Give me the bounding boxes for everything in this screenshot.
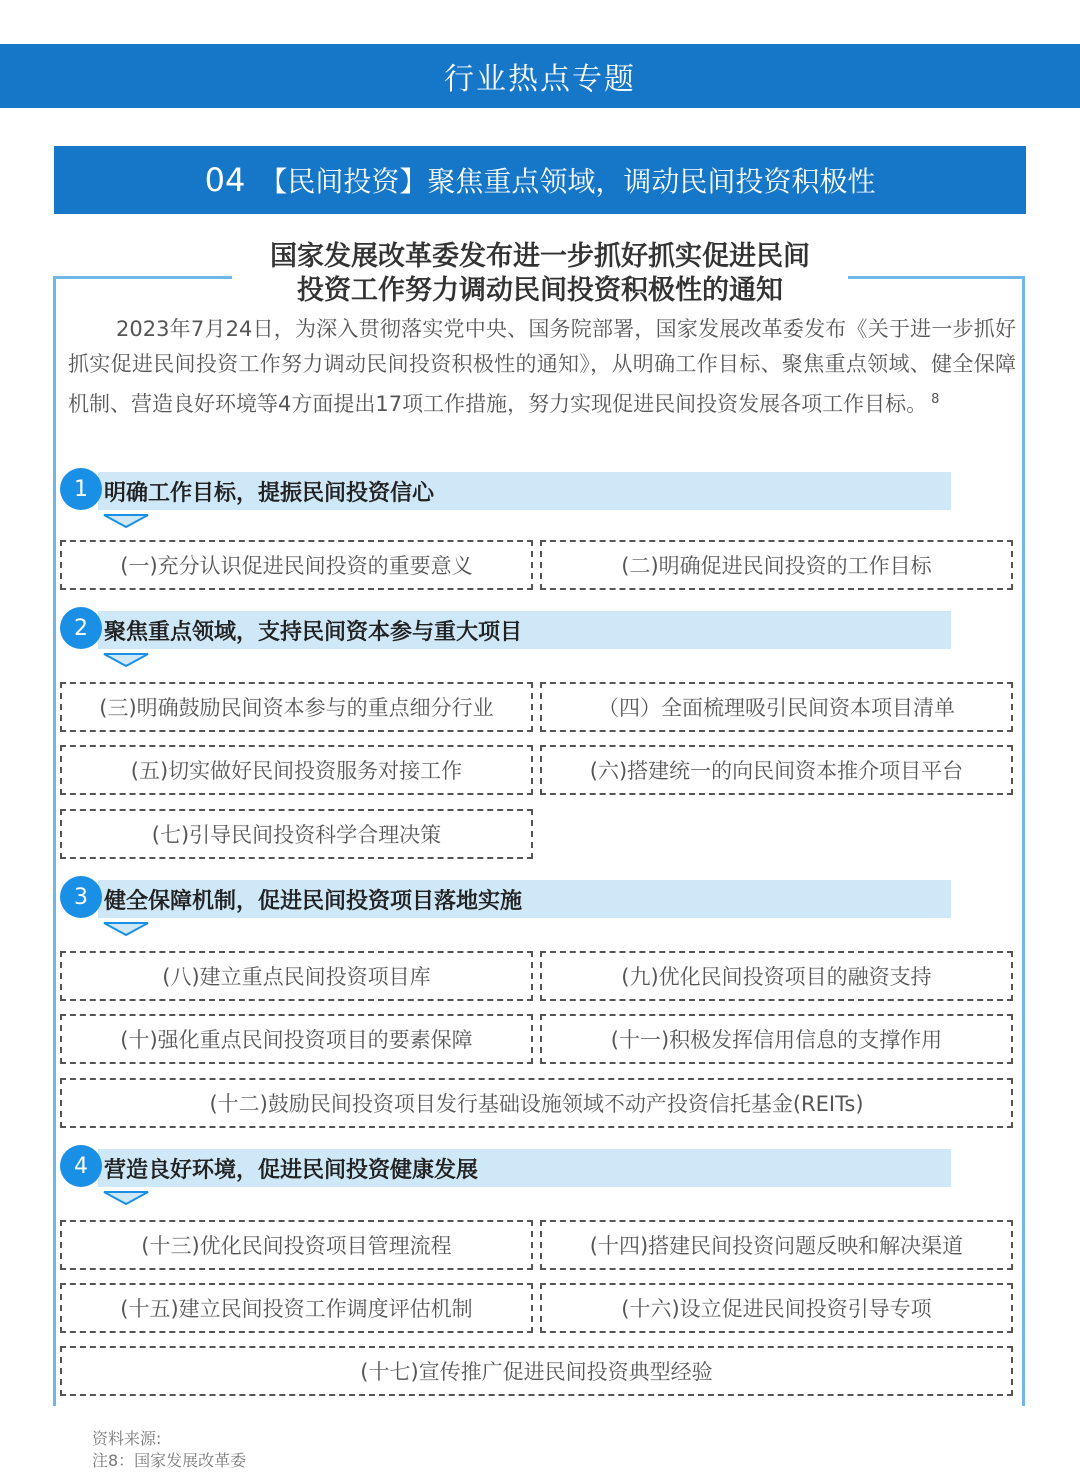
measure-item: (五)切实做好民间投资服务对接工作 xyxy=(60,745,533,795)
source-footnote: 注8：国家发展改革委 xyxy=(92,1451,247,1470)
measure-item: (十七)宣传推广促进民间投资典型经验 xyxy=(60,1346,1013,1396)
category-title: 健全保障机制，促进民间投资项目落地实施 xyxy=(104,888,523,914)
measure-item: （四）全面梳理吸引民间资本项目清单 xyxy=(540,682,1013,732)
category-number-3: 3 xyxy=(60,876,102,918)
category-bar-3 xyxy=(98,880,951,918)
measure-item: (十三)优化民间投资项目管理流程 xyxy=(60,1220,533,1270)
source-note xyxy=(92,1428,246,1472)
section-title-bar xyxy=(54,146,1026,214)
category-bar-1 xyxy=(98,472,951,510)
page-header: 行业热点专题 xyxy=(0,44,1080,108)
category-number-1: 1 xyxy=(60,468,102,510)
measure-item: (七)引导民间投资科学合理决策 xyxy=(60,809,533,859)
measure-item: (九)优化民间投资项目的融资支持 xyxy=(540,951,1013,1001)
category-number-4: 4 xyxy=(60,1145,102,1187)
notice-title-line2: 投资工作努力调动民间投资积极性的通知 xyxy=(297,275,783,306)
notice-title xyxy=(232,240,848,308)
chevron-down-icon xyxy=(102,922,150,936)
chevron-down-icon xyxy=(102,1191,150,1205)
chevron-down-icon xyxy=(102,653,150,667)
measure-item: (十五)建立民间投资工作调度评估机制 xyxy=(60,1283,533,1333)
measure-item: (三)明确鼓励民间资本参与的重点细分行业 xyxy=(60,682,533,732)
measure-item: (一)充分认识促进民间投资的重要意义 xyxy=(60,540,533,590)
category-bar-2 xyxy=(98,611,951,649)
category-title: 营造良好环境，促进民间投资健康发展 xyxy=(104,1157,479,1183)
measure-item: (八)建立重点民间投资项目库 xyxy=(60,951,533,1001)
category-number-2: 2 xyxy=(60,607,102,649)
measure-item: (十六)设立促进民间投资引导专项 xyxy=(540,1283,1013,1333)
measure-item: (六)搭建统一的向民间资本推介项目平台 xyxy=(540,745,1013,795)
footnote-ref: 8 xyxy=(931,392,940,407)
notice-title-line1: 国家发展改革委发布进一步抓好抓实促进民间 xyxy=(270,241,810,272)
measure-item: (十二)鼓励民间投资项目发行基础设施领域不动产投资信托基金(REITs) xyxy=(60,1078,1013,1128)
category-title: 明确工作目标，提振民间投资信心 xyxy=(104,480,435,506)
source-label: 资料来源: xyxy=(92,1429,162,1448)
measure-item: (十四)搭建民间投资问题反映和解决渠道 xyxy=(540,1220,1013,1270)
section-title: 【民间投资】聚焦重点领域，调动民间投资积极性 xyxy=(259,165,876,198)
measure-item: (十一)积极发挥信用信息的支撑作用 xyxy=(540,1014,1013,1064)
category-title: 聚焦重点领域，支持民间资本参与重大项目 xyxy=(104,619,523,645)
category-bar-4 xyxy=(98,1149,951,1187)
section-number: 04 xyxy=(204,161,246,199)
measure-item: (二)明确促进民间投资的工作目标 xyxy=(540,540,1013,590)
intro-text: 2023年7月24日，为深入贯彻落实党中央、国务院部署，国家发展改革委发布《关于进一步抓好抓实促进民间投资工作努力调动民间投资积极性的通知》，从明确工作目标、聚焦重点领域、健全保障机制、营造良好环境等4方面提出17项工作措施，努力实现促进民间投资发展各项工作目标。 xyxy=(68,317,1016,416)
chevron-down-icon xyxy=(102,514,150,528)
measure-item: (十)强化重点民间投资项目的要素保障 xyxy=(60,1014,533,1064)
intro-paragraph xyxy=(68,312,1016,422)
